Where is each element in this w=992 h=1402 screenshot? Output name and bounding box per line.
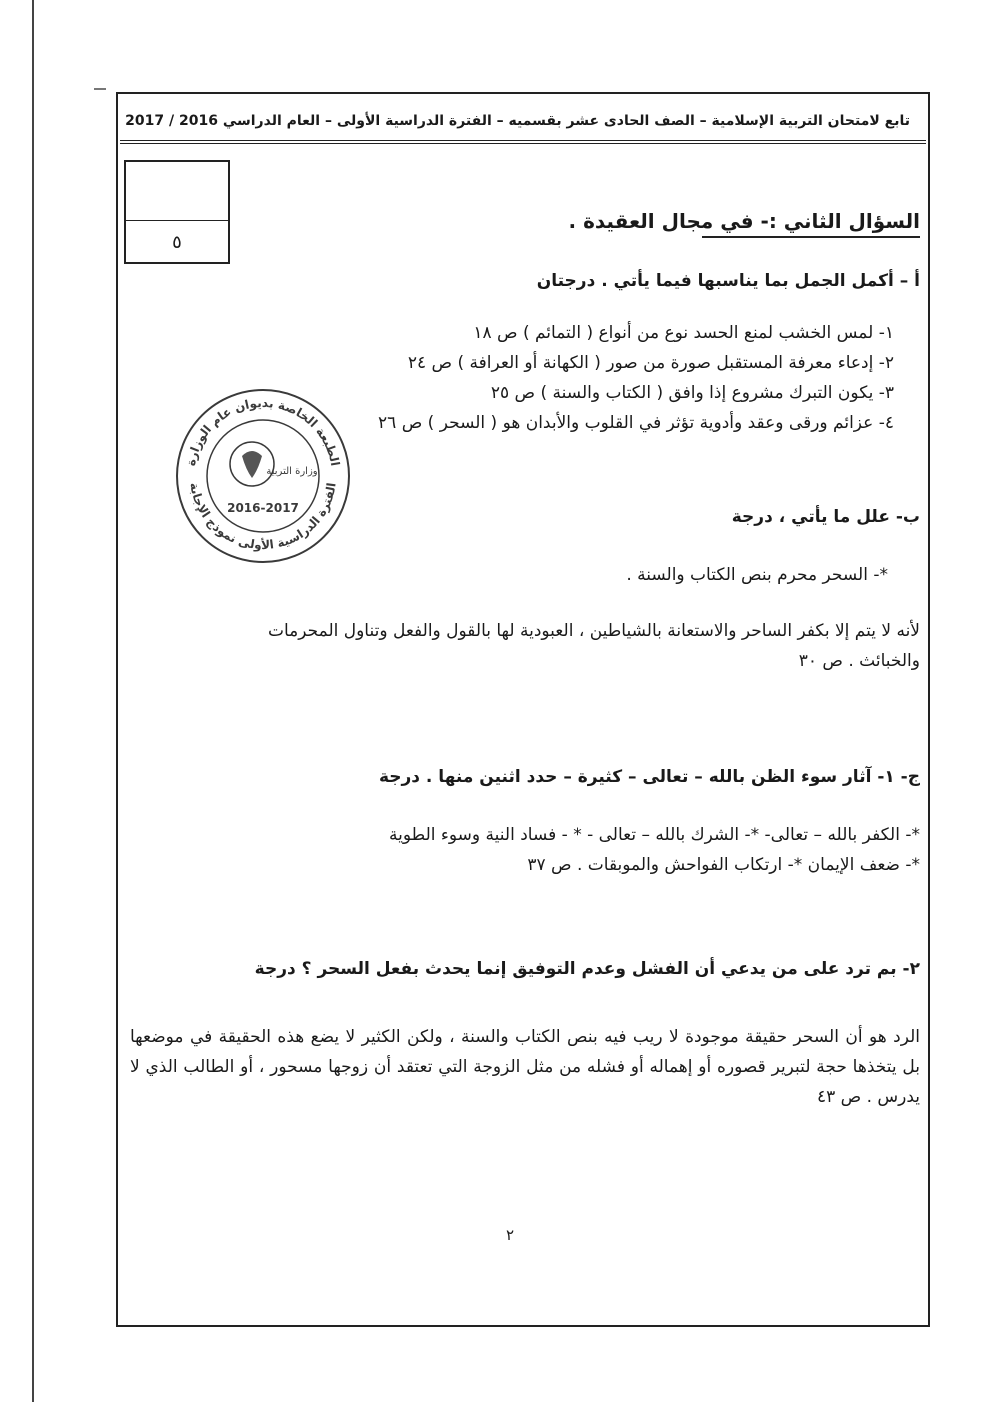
part-b-statement: *- السحر محرم بنص الكتاب والسنة .	[626, 565, 888, 585]
stamp-top-text: الطبعة الخاصة بديوان عام الوزارة	[183, 395, 343, 468]
grade-box	[124, 160, 230, 264]
stamp-bottom-text: الفترة الدراسية الأولى نموذج الإجابة	[187, 481, 339, 553]
part-a-item: ٣- يكون التبرك مشروع إذا وافق ( الكتاب والسنة ) ص ٢٥	[490, 383, 894, 403]
grade-box-blank	[126, 162, 228, 221]
part-b-answer: والخبائث . ص ٣٠	[798, 651, 920, 671]
svg-text:الطبعة الخاصة بديوان عام الوزا	[184, 396, 342, 467]
exam-header: تابع لامتحان التربية الإسلامية – الصف الحادى عشر بقسميه – الفترة الدراسية الأولى – العام الدراسي 2016 / 2017	[125, 113, 910, 129]
part-a-item: ١- لمس الخشب لمنع الحسد نوع من أنواع ( التمائم ) ص ١٨	[473, 323, 894, 343]
binding-line	[32, 0, 34, 1402]
stamp-emblem-icon	[242, 451, 262, 478]
part-c-answer-1: *- الكفر بالله – تعالى- *- الشرك بالله – تعالى - * - فساد النية وسوء الطوية	[389, 825, 920, 845]
part-c-answer-1: *- ضعف الإيمان *- ارتكاب الفواحش والموبقات . ص ٣٧	[527, 855, 920, 875]
part-c-question-2: ٢- بم ترد على من يدعي أن الفشل وعدم التوفيق إنما يحدث بفعل السحر ؟ درجة	[254, 959, 920, 979]
stamp-outer-ring	[177, 390, 349, 562]
part-a-item: ٢- إدعاء معرفة المستقبل صورة من صور ( الكهانة أو العرافة ) ص ٢٤	[407, 353, 894, 373]
part-b-answer: لأنه لا يتم إلا بكفر الساحر والاستعانة بالشياطين ، العبودية لها بالقول والفعل وتناول المحرمات	[267, 621, 920, 641]
page-number: ٢	[506, 1226, 515, 1244]
part-a-instruction: أ – أكمل الجمل بما يناسبها فيما يأتي . درجتان	[536, 271, 920, 291]
part-b-instruction: ب- علل ما يأتي ، درجة	[731, 507, 920, 527]
part-c-answer-2: الرد هو أن السحر حقيقة موجودة لا ريب فيه بنص الكتاب والسنة ، ولكن الكثير لا يضع هذه الحقيقة في موضعها بل يتخذها حجة لتبرير قصوره أو إهماله أو فشله من مثل الزوجة التي تعتقد أن زوجها مسحور ، أو الطالب الذي لا يدرس . ص ٤٣	[130, 1027, 920, 1107]
part-a-item: ٤- عزائم ورقى وعقد وأدوية تؤثر في القلوب والأبدان هو ( السحر ) ص ٢٦	[378, 413, 894, 433]
binding-mark	[94, 88, 106, 90]
question-title-underline	[702, 236, 920, 238]
part-c-question-1: ج- ١- آثار سوء الظن بالله – تعالى – كثيرة – حدد اثنين منها . درجة	[378, 767, 920, 787]
stamp-years: 2016-2017	[227, 501, 299, 515]
stamp-inner-text: وزارة التربية	[266, 466, 318, 477]
header-rule	[120, 140, 926, 144]
official-stamp	[172, 384, 354, 564]
question-title: السؤال الثاني :- في مجال العقيدة .	[568, 209, 920, 233]
grade-box-value: ٥	[172, 232, 182, 253]
